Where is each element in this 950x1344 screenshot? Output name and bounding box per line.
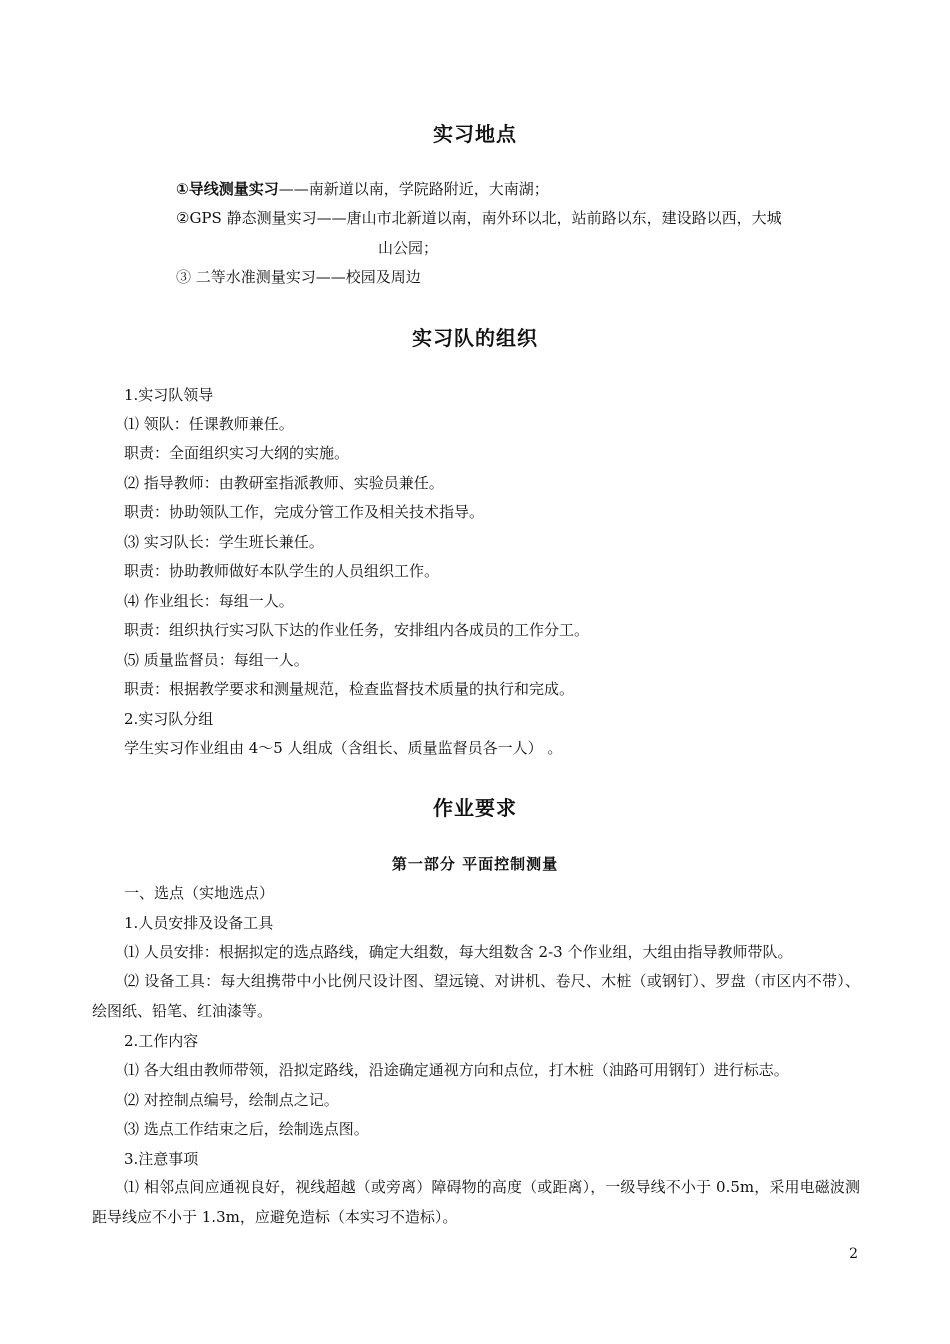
- location-item-1-label: ①导线测量实习: [176, 180, 279, 198]
- team-line: 学生实习作业组由 4～5 人组成（含组长、质量监督员各一人） 。: [124, 739, 563, 757]
- part1-paragraph: ⑵ 设备工具：每大组携带中小比例尺设计图、望远镜、对讲机、卷尺、木桩（或钢钉）、罗盘（市区内不带）、绘图纸、铅笔、红油漆等。: [92, 972, 860, 1020]
- part1-line: ⑵ 对控制点编号，绘制点之记。: [124, 1091, 339, 1109]
- part1-line: ⑴ 各大组由教师带领，沿拟定路线，沿途确定通视方向和点位，打木桩（油路可用钢钉）进行标志。: [124, 1061, 789, 1079]
- part1-line: ⑴ 人员安排：根据拟定的选点路线，确定大组数，每大组数含 2-3 个作业组，大组由指导教师带队。: [124, 943, 793, 961]
- team-line: 1.实习队领导: [124, 386, 214, 404]
- part1-line: 2.工作内容: [124, 1032, 199, 1050]
- part1-line: 3.注意事项: [124, 1150, 199, 1168]
- part1-line: ⑶ 选点工作结束之后，绘制选点图。: [124, 1120, 369, 1138]
- team-line: 职责：组织执行实习队下达的作业任务，安排组内各成员的工作分工。: [124, 621, 590, 639]
- section-title-location: 实习地点: [433, 122, 517, 146]
- part1-title: 第一部分 平面控制测量: [391, 855, 559, 873]
- team-line: 职责：根据教学要求和测量规范，检查监督技术质量的执行和完成。: [124, 680, 575, 698]
- location-item-3: ③ 二等水准测量实习——校园及周边: [176, 268, 421, 286]
- team-line: ⑴ 领队：任课教师兼任。: [124, 415, 294, 433]
- location-item-1: [176, 178, 549, 200]
- team-line: 2.实习队分组: [124, 710, 214, 728]
- team-line: 职责：全面组织实习大纲的实施。: [124, 444, 350, 462]
- team-line: ⑶ 实习队长：学生班长兼任。: [124, 533, 324, 551]
- team-line: ⑵ 指导教师：由教研室指派教师、实验员兼任。: [124, 474, 444, 492]
- section-title-work: 作业要求: [433, 796, 517, 820]
- part1-line: 一、选点（实地选点）: [124, 884, 275, 902]
- part1-paragraph: ⑴ 相邻点间应通视良好，视线超越（或旁离）障碍物的高度（或距离），一级导线不小于 0.5m，采用电磁波测距导线应不小于 1.3m，应避免造标（本实习不造标）。: [92, 1178, 860, 1226]
- team-line: 职责：协助领队工作，完成分管工作及相关技术指导。: [124, 503, 485, 521]
- team-line: ⑷ 作业组长：每组一人。: [124, 592, 294, 610]
- team-line: 职责：协助教师做好本队学生的人员组织工作。: [124, 562, 440, 580]
- location-item-2: ②GPS 静态测量实习——唐山市北新道以南，南外环以北，站前路以东，建设路以西，大城: [176, 209, 782, 227]
- section-title-team: 实习队的组织: [412, 326, 538, 350]
- location-item-1-text: ——南新道以南，学院路附近，大南湖；: [278, 180, 549, 198]
- location-item-2-cont: 山公园；: [378, 239, 439, 257]
- team-line: ⑸ 质量监督员：每组一人。: [124, 651, 309, 669]
- part1-line: 1.人员安排及设备工具: [124, 914, 274, 932]
- page-number: 2: [849, 1246, 858, 1262]
